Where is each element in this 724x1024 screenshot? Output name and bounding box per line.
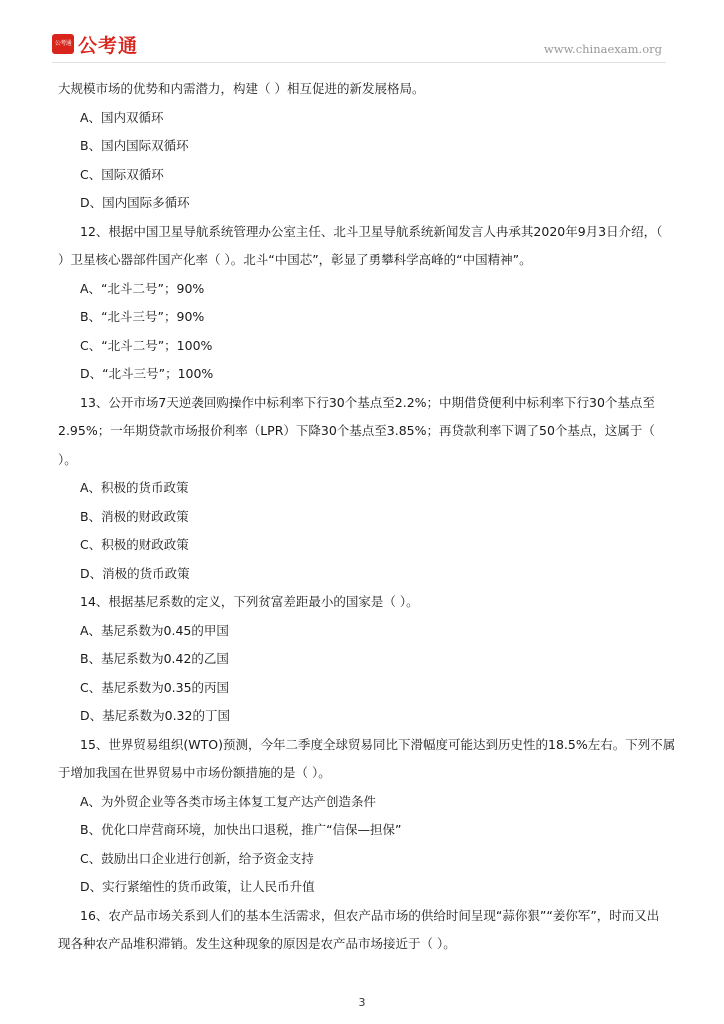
option-12-d: D、“北斗三号”；100% (80, 366, 214, 381)
option-11-a: A、国内双循环 (80, 110, 164, 125)
option-11-b: B、国内国际双循环 (80, 138, 189, 153)
question-13-stem-end: ）。 (58, 452, 77, 467)
option-13-a: A、积极的货币政策 (80, 480, 189, 495)
option-13-b: B、消极的财政政策 (80, 509, 189, 524)
question-15-stem-cont: 于增加我国在世界贸易中市场份额措施的是（ ）。 (58, 765, 331, 780)
option-12-b: B、“北斗三号”；90% (80, 309, 205, 324)
option-12-c: C、“北斗二号”；100% (80, 338, 213, 353)
site-url[interactable]: www.chinaexam.org (543, 42, 662, 56)
question-12-stem: 12、根据中国卫星导航系统管理办公室主任、北斗卫星导航系统新闻发言人冉承其2020年9月3日介绍，（ (80, 224, 663, 239)
logo-text: 公考通 (78, 35, 139, 57)
logo-badge: 公考通 (52, 34, 74, 54)
option-15-b: B、优化口岸营商环境，加快出口退税，推广“信保—担保” (80, 822, 402, 837)
question-11-stem-end: 大规模市场的优势和内需潜力，构建（ ）相互促进的新发展格局。 (58, 81, 425, 96)
option-14-b: B、基尼系数为0.42的乙国 (80, 651, 229, 666)
question-13-stem-cont: 2.95%；一年期贷款市场报价利率（LPR）下降30个基点至3.85%；再贷款利率下调了50个基点，这属于（ (58, 423, 655, 438)
option-13-c: C、积极的财政政策 (80, 537, 189, 552)
question-16-stem: 16、农产品市场关系到人们的基本生活需求，但农产品市场的供给时间呈现“蒜你狠”“姜你军”，时而又出 (80, 908, 660, 923)
question-13-stem: 13、公开市场7天逆袭回购操作中标利率下行30个基点至2.2%；中期借贷便利中标利率下行30个基点至 (80, 395, 655, 410)
option-14-d: D、基尼系数为0.32的丁国 (80, 708, 230, 723)
option-14-c: C、基尼系数为0.35的丙国 (80, 680, 230, 695)
option-15-c: C、鼓励出口企业进行创新，给予资金支持 (80, 851, 314, 866)
option-11-d: D、国内国际多循环 (80, 195, 190, 210)
question-14-stem: 14、根据基尼系数的定义，下列贫富差距最小的国家是（ ）。 (80, 594, 419, 609)
option-15-d: D、实行紧缩性的货币政策，让人民币升值 (80, 879, 315, 894)
question-16-stem-cont: 现各种农产品堆积滞销。发生这种现象的原因是农产品市场接近于（ ）。 (58, 936, 456, 951)
question-12-stem-cont: ）卫星核心器部件国产化率（ ）。北斗“中国芯”，彰显了勇攀科学高峰的“中国精神”。 (58, 252, 532, 267)
option-11-c: C、国际双循环 (80, 167, 164, 182)
option-15-a: A、为外贸企业等各类市场主体复工复产达产创造条件 (80, 794, 377, 809)
page-number: 3 (358, 996, 366, 1009)
question-15-stem: 15、世界贸易组织(WTO)预测，今年二季度全球贸易同比下滑幅度可能达到历史性的18.5%左右。下列不属 (80, 737, 676, 752)
option-14-a: A、基尼系数为0.45的甲国 (80, 623, 229, 638)
option-13-d: D、消极的货币政策 (80, 566, 190, 581)
option-12-a: A、“北斗二号”；90% (80, 281, 205, 296)
